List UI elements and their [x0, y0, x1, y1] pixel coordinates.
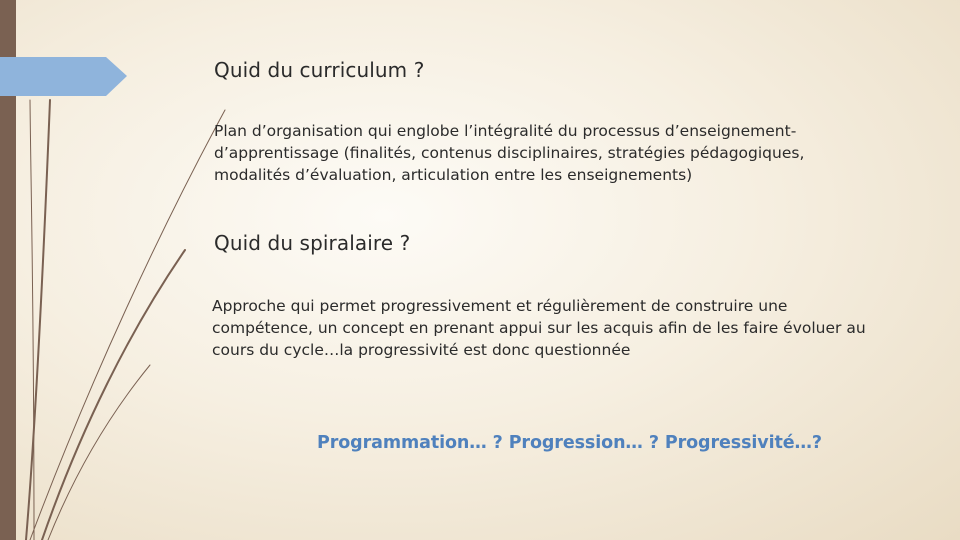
deco-line [26, 100, 50, 540]
paragraph-curriculum: Plan d’organisation qui englobe l’intégralité du processus d’enseignement-d’apprentissage (finalités, contenus disciplinaires, stratégies pédagogiques, modalités d’évaluation, articulation entre les enseignements) [214, 122, 805, 184]
deco-line [48, 365, 150, 540]
heading-spiralaire: Quid du spiralaire ? [214, 231, 411, 255]
deco-line [30, 110, 225, 540]
arrow-tab-shape [0, 57, 127, 96]
closing-question: Programmation… ? Progression… ? Progressivité…? [317, 433, 822, 453]
heading-curriculum: Quid du curriculum ? [214, 58, 425, 82]
deco-line [42, 250, 185, 540]
paragraph-spiralaire: Approche qui permet progressivement et régulièrement de construire une compétence, un concept en prenant appui sur les acquis afin de les faire évoluer au cours du cycle…la progressivité est donc questionnée [212, 297, 866, 359]
